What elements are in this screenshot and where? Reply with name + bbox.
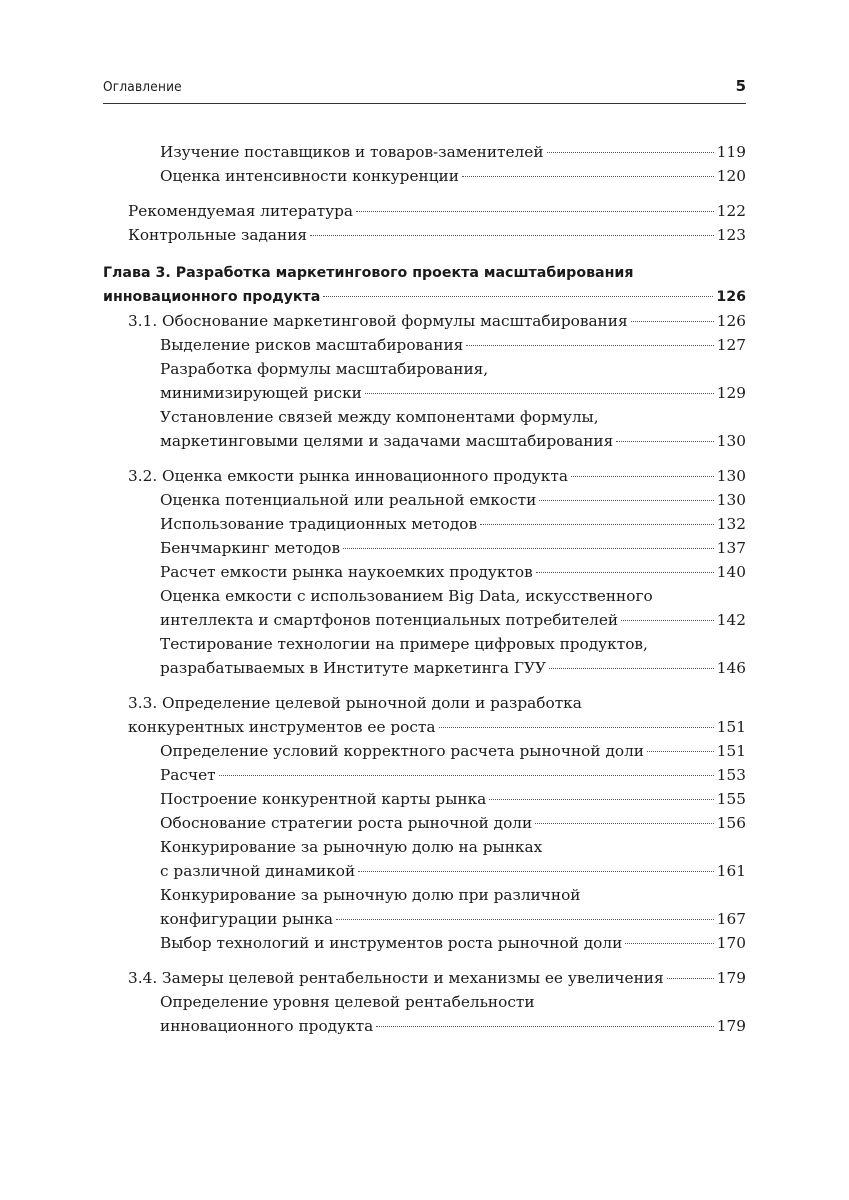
toc-gap: [103, 955, 746, 966]
header-rule: [103, 103, 746, 104]
toc-entry-title-line: Глава 3. Разработка маркетингового проекта масштабирования: [103, 265, 634, 281]
toc-entry-page: 146: [716, 659, 746, 677]
toc-entry[interactable]: [103, 488, 746, 512]
toc-entry[interactable]: [103, 309, 746, 333]
toc-entry-title: Построение конкурентной карты рынка: [160, 790, 487, 808]
toc-entry[interactable]: [103, 966, 746, 990]
toc-entry[interactable]: [103, 835, 746, 883]
dot-leader: [323, 296, 713, 297]
dot-leader: [489, 799, 714, 800]
toc-entry-page: 120: [716, 167, 746, 185]
toc-entry-page: 151: [716, 742, 746, 760]
toc-entry-page: 126: [716, 312, 746, 330]
toc-entry-title: Изучение поставщиков и товаров-заменителей: [160, 143, 544, 161]
toc-entry-page: 179: [716, 1017, 746, 1035]
toc-entry-title: конфигурации рынка: [160, 910, 333, 928]
dot-leader: [439, 727, 714, 728]
dot-leader: [535, 823, 714, 824]
dot-leader: [356, 211, 714, 212]
toc-entry-title: с различной динамикой: [160, 862, 356, 880]
toc-entry[interactable]: [103, 691, 746, 739]
toc-entry-page: 161: [716, 862, 746, 880]
toc-gap: [103, 453, 746, 464]
toc-entry-page: 137: [716, 539, 746, 557]
table-of-contents: [103, 140, 746, 1038]
dot-leader: [310, 235, 714, 236]
toc-entry-title: 3.1. Обоснование маркетинговой формулы масштабирования: [128, 312, 628, 330]
dot-leader: [358, 871, 714, 872]
toc-entry-title: Рекомендуемая литература: [128, 202, 353, 220]
toc-entry-title: Выделение рисков масштабирования: [160, 336, 464, 354]
toc-entry-title-line: Разработка формулы масштабирования,: [160, 360, 489, 378]
toc-entry[interactable]: [103, 405, 746, 453]
toc-entry[interactable]: [103, 261, 746, 309]
toc-entry-title: Контрольные задания: [128, 226, 308, 244]
toc-entry-title: 3.4. Замеры целевой рентабельности и механизмы ее увеличения: [128, 969, 664, 987]
toc-entry-title-line: Оценка емкости с использованием Big Data, искусственного: [160, 587, 653, 605]
dot-leader: [631, 321, 714, 322]
toc-entry[interactable]: [103, 763, 746, 787]
toc-entry-title: маркетинговыми целями и задачами масштабирования: [160, 432, 614, 450]
toc-entry-title: Расчет: [160, 766, 216, 784]
toc-entry-title: конкурентных инструментов ее роста: [128, 718, 436, 736]
toc-entry[interactable]: [103, 333, 746, 357]
page-number: 5: [735, 77, 746, 95]
toc-entry-page: 132: [716, 515, 746, 533]
toc-entry-title-line: Конкурирование за рыночную долю при различной: [160, 886, 581, 904]
dot-leader: [621, 620, 714, 621]
toc-entry-page: 151: [716, 718, 746, 736]
running-head: [103, 77, 746, 101]
toc-entry[interactable]: [103, 990, 746, 1038]
toc-gap: [103, 680, 746, 691]
toc-entry[interactable]: [103, 560, 746, 584]
dot-leader: [365, 393, 714, 394]
toc-entry-title: Расчет емкости рынка наукоемких продуктов: [160, 563, 533, 581]
toc-entry-title: минимизирующей риски: [160, 384, 362, 402]
toc-entry[interactable]: [103, 223, 746, 247]
dot-leader: [480, 524, 714, 525]
toc-entry-page: 167: [716, 910, 746, 928]
toc-entry-page: 179: [716, 969, 746, 987]
toc-entry-title: Обоснование стратегии роста рыночной доли: [160, 814, 533, 832]
toc-entry[interactable]: [103, 464, 746, 488]
toc-entry[interactable]: [103, 584, 746, 632]
toc-entry-title: Выбор технологий и инструментов роста рыночной доли: [160, 934, 623, 952]
toc-entry[interactable]: [103, 931, 746, 955]
dot-leader: [667, 978, 714, 979]
running-head-title: Оглавление: [103, 79, 182, 95]
toc-entry-title-line: 3.3. Определение целевой рыночной доли и разработка: [128, 694, 582, 712]
toc-entry[interactable]: [103, 512, 746, 536]
toc-entry-title: Использование традиционных методов: [160, 515, 478, 533]
toc-gap: [103, 188, 746, 199]
toc-entry-title-line: Тестирование технологии на примере цифровых продуктов,: [160, 635, 648, 653]
dot-leader: [539, 500, 713, 501]
dot-leader: [466, 345, 713, 346]
dot-leader: [549, 668, 714, 669]
toc-entry-page: 127: [716, 336, 746, 354]
toc-entry-title: интеллекта и смартфонов потенциальных потребителей: [160, 611, 619, 629]
dot-leader: [547, 152, 714, 153]
toc-entry-page: 155: [716, 790, 746, 808]
toc-entry-page: 156: [716, 814, 746, 832]
toc-entry-page: 122: [716, 202, 746, 220]
toc-entry-page: 126: [716, 289, 746, 305]
dot-leader: [336, 919, 714, 920]
toc-entry-title: 3.2. Оценка емкости рынка инновационного продукта: [128, 467, 568, 485]
toc-entry[interactable]: [103, 164, 746, 188]
toc-entry-page: 142: [716, 611, 746, 629]
toc-entry[interactable]: [103, 199, 746, 223]
dot-leader: [376, 1026, 714, 1027]
toc-entry-page: 130: [716, 491, 746, 509]
dot-leader: [219, 775, 714, 776]
toc-entry-title-line: Конкурирование за рыночную долю на рынках: [160, 838, 543, 856]
toc-gap: [103, 247, 746, 261]
dot-leader: [616, 441, 714, 442]
toc-entry-title: инновационного продукта: [103, 289, 321, 305]
toc-entry-page: 123: [716, 226, 746, 244]
dot-leader: [625, 943, 713, 944]
toc-entry-page: 153: [716, 766, 746, 784]
toc-entry[interactable]: [103, 883, 746, 931]
toc-entry-title: Оценка интенсивности конкуренции: [160, 167, 459, 185]
toc-entry-page: 170: [716, 934, 746, 952]
toc-entry[interactable]: [103, 357, 746, 405]
toc-entry-title: Бенчмаркинг методов: [160, 539, 341, 557]
toc-entry-page: 129: [716, 384, 746, 402]
dot-leader: [536, 572, 714, 573]
toc-entry-page: 119: [716, 143, 746, 161]
dot-leader: [571, 476, 714, 477]
toc-entry-title: Определение условий корректного расчета рыночной доли: [160, 742, 644, 760]
toc-entry[interactable]: [103, 140, 746, 164]
toc-entry[interactable]: [103, 739, 746, 763]
dot-leader: [462, 176, 714, 177]
toc-entry-page: 130: [716, 432, 746, 450]
toc-entry-page: 140: [716, 563, 746, 581]
toc-entry-title-line: Определение уровня целевой рентабельности: [160, 993, 535, 1011]
toc-entry-title: разрабатываемых в Институте маркетинга ГУУ: [160, 659, 547, 677]
toc-entry-title-line: Установление связей между компонентами формулы,: [160, 408, 599, 426]
toc-entry[interactable]: [103, 811, 746, 835]
toc-entry-page: 130: [716, 467, 746, 485]
toc-entry-title: Оценка потенциальной или реальной емкости: [160, 491, 537, 509]
toc-entry[interactable]: [103, 787, 746, 811]
toc-entry[interactable]: [103, 536, 746, 560]
dot-leader: [647, 751, 714, 752]
dot-leader: [343, 548, 714, 549]
toc-entry[interactable]: [103, 632, 746, 680]
toc-entry-title: инновационного продукта: [160, 1017, 374, 1035]
